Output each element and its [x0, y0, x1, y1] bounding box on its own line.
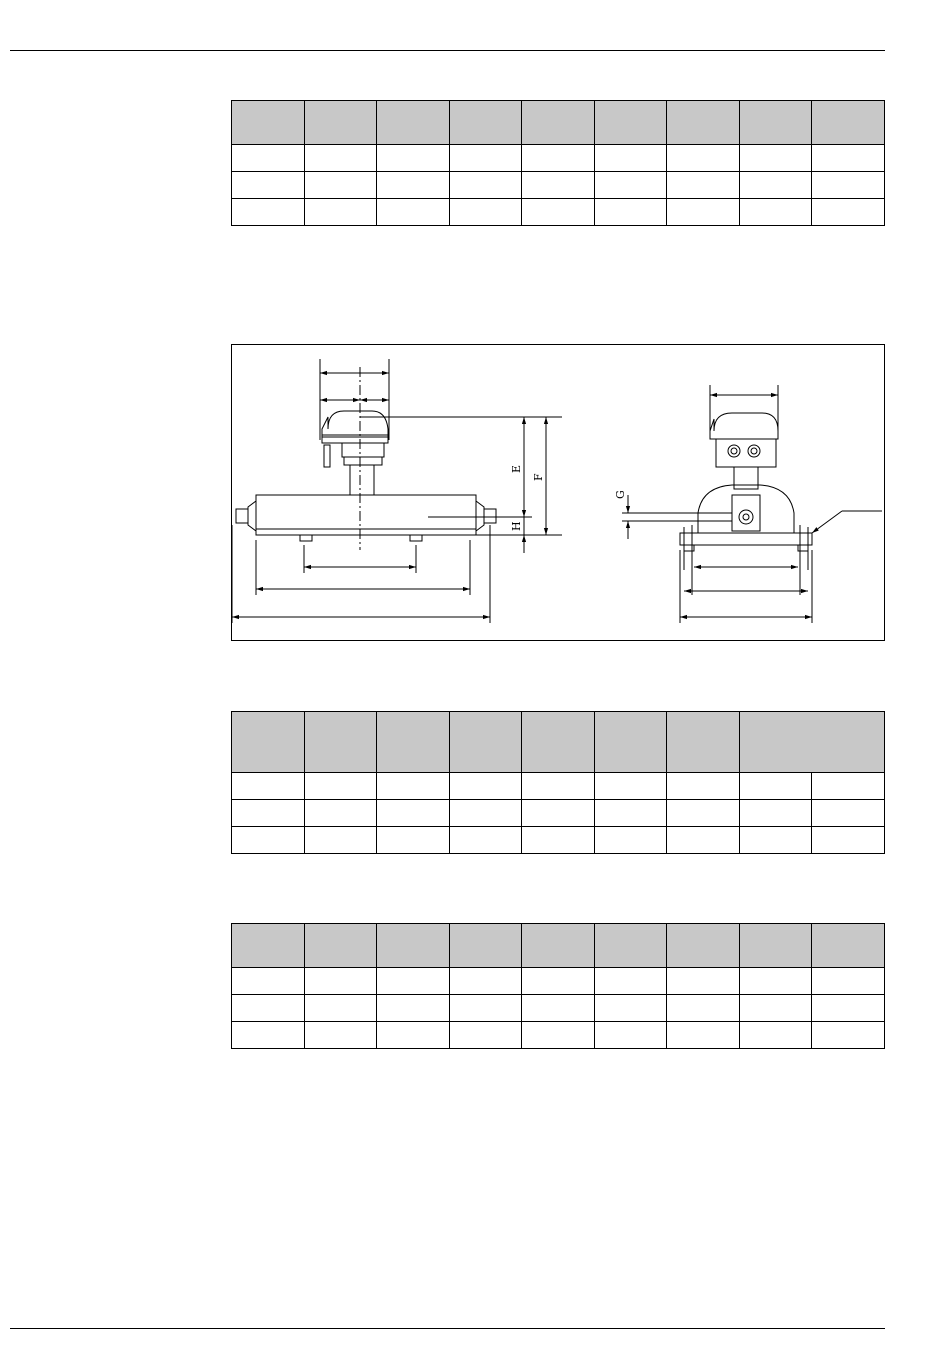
side-base	[680, 533, 812, 545]
header-cell	[594, 924, 667, 968]
table-cell	[522, 800, 595, 827]
table-cell	[739, 800, 812, 827]
table-cell	[522, 1022, 595, 1049]
table-cell	[304, 1022, 377, 1049]
table-cell	[667, 827, 740, 854]
drawing-svg	[232, 345, 884, 640]
table-cell	[739, 1022, 812, 1049]
table-cell	[449, 827, 522, 854]
table-cell	[377, 827, 450, 854]
table-cell	[667, 995, 740, 1022]
table-header-row	[232, 101, 885, 145]
label-G: G	[614, 490, 627, 499]
table-cell	[739, 773, 812, 800]
header-cell	[522, 712, 595, 773]
header-cell	[739, 924, 812, 968]
header-cell	[594, 101, 667, 145]
table-cell	[232, 800, 305, 827]
table-cell	[667, 1022, 740, 1049]
header-cell	[232, 101, 305, 145]
table-cell	[449, 773, 522, 800]
table-cell	[377, 172, 450, 199]
header-cell	[594, 712, 667, 773]
table-cell	[522, 145, 595, 172]
table-cell	[449, 995, 522, 1022]
label-H: H	[510, 521, 523, 531]
header-cell	[449, 101, 522, 145]
table-row	[232, 773, 885, 800]
table-cell	[449, 800, 522, 827]
housing-head	[322, 411, 388, 437]
table-cell	[522, 172, 595, 199]
table-cell	[304, 800, 377, 827]
table-cell	[594, 773, 667, 800]
table-row	[232, 1022, 885, 1049]
housing-base	[322, 435, 388, 443]
neck	[350, 465, 374, 495]
table-cell	[739, 145, 812, 172]
table-cell	[812, 145, 885, 172]
table-cell	[812, 199, 885, 226]
table-cell	[594, 968, 667, 995]
table-cell	[304, 145, 377, 172]
table-cell	[232, 172, 305, 199]
table-row	[232, 145, 885, 172]
dimension-table-3	[231, 923, 885, 1049]
table-cell	[377, 145, 450, 172]
table-cell	[232, 773, 305, 800]
table-cell	[739, 968, 812, 995]
header-cell	[667, 924, 740, 968]
table-cell	[377, 800, 450, 827]
table-cell	[812, 172, 885, 199]
table-cell	[667, 800, 740, 827]
label-E: E	[510, 464, 523, 473]
header-cell	[304, 924, 377, 968]
header-cell-merged	[739, 712, 884, 773]
header-rule	[10, 50, 885, 51]
table-cell	[377, 773, 450, 800]
table-cell	[522, 995, 595, 1022]
table-cell	[812, 1022, 885, 1049]
table-cell	[594, 800, 667, 827]
table-cell	[812, 773, 885, 800]
table-cell	[232, 995, 305, 1022]
table-cell	[667, 172, 740, 199]
header-cell	[377, 101, 450, 145]
table-cell	[739, 199, 812, 226]
table-cell	[304, 773, 377, 800]
header-cell	[667, 712, 740, 773]
table-cell	[812, 827, 885, 854]
table-header-row	[232, 712, 885, 773]
header-cell	[522, 101, 595, 145]
table-cell	[449, 172, 522, 199]
table-row	[232, 199, 885, 226]
table-cell	[594, 827, 667, 854]
table-cell	[812, 995, 885, 1022]
header-cell	[304, 101, 377, 145]
header-cell	[449, 712, 522, 773]
dimension-drawing	[231, 344, 885, 641]
table-cell	[232, 199, 305, 226]
table-header-row	[232, 924, 885, 968]
table-cell	[377, 968, 450, 995]
table-cell	[377, 199, 450, 226]
table-cell	[667, 199, 740, 226]
header-cell	[667, 101, 740, 145]
table-cell	[739, 827, 812, 854]
table-cell	[377, 995, 450, 1022]
side-housing-head	[710, 413, 778, 439]
table-cell	[812, 968, 885, 995]
table-cell	[667, 145, 740, 172]
table-cell	[377, 1022, 450, 1049]
header-cell	[812, 101, 885, 145]
header-cell	[377, 924, 450, 968]
table-cell	[449, 199, 522, 226]
cable-gland	[728, 445, 740, 457]
table-cell	[304, 172, 377, 199]
table-cell	[522, 968, 595, 995]
header-cell	[812, 924, 885, 968]
table-cell	[667, 773, 740, 800]
table-cell	[304, 995, 377, 1022]
table-cell	[232, 1022, 305, 1049]
table-cell	[594, 172, 667, 199]
dimension-table-1	[231, 100, 885, 226]
table-cell	[594, 1022, 667, 1049]
table-cell	[232, 968, 305, 995]
table-cell	[522, 199, 595, 226]
table-row	[232, 968, 885, 995]
table-cell	[232, 827, 305, 854]
table-cell	[812, 800, 885, 827]
table-row	[232, 827, 885, 854]
table-cell	[594, 995, 667, 1022]
side-bracket	[698, 485, 794, 533]
table-cell	[522, 827, 595, 854]
table-cell	[304, 199, 377, 226]
header-cell	[739, 101, 812, 145]
table-cell	[449, 145, 522, 172]
table-cell	[667, 968, 740, 995]
table-row	[232, 995, 885, 1022]
table-cell	[739, 172, 812, 199]
footer-rule	[10, 1328, 885, 1329]
label-F: F	[532, 473, 545, 481]
table-cell	[304, 827, 377, 854]
header-cell	[449, 924, 522, 968]
header-cell	[232, 924, 305, 968]
dimension-table-2	[231, 711, 885, 854]
table-cell	[304, 968, 377, 995]
table-cell	[449, 968, 522, 995]
table-cell	[594, 199, 667, 226]
header-cell	[522, 924, 595, 968]
table-cell	[594, 145, 667, 172]
table-cell	[522, 773, 595, 800]
table-row	[232, 800, 885, 827]
table-cell	[739, 995, 812, 1022]
header-cell	[377, 712, 450, 773]
header-cell	[232, 712, 305, 773]
table-cell	[449, 1022, 522, 1049]
table-row	[232, 172, 885, 199]
table-cell	[232, 145, 305, 172]
header-cell	[304, 712, 377, 773]
